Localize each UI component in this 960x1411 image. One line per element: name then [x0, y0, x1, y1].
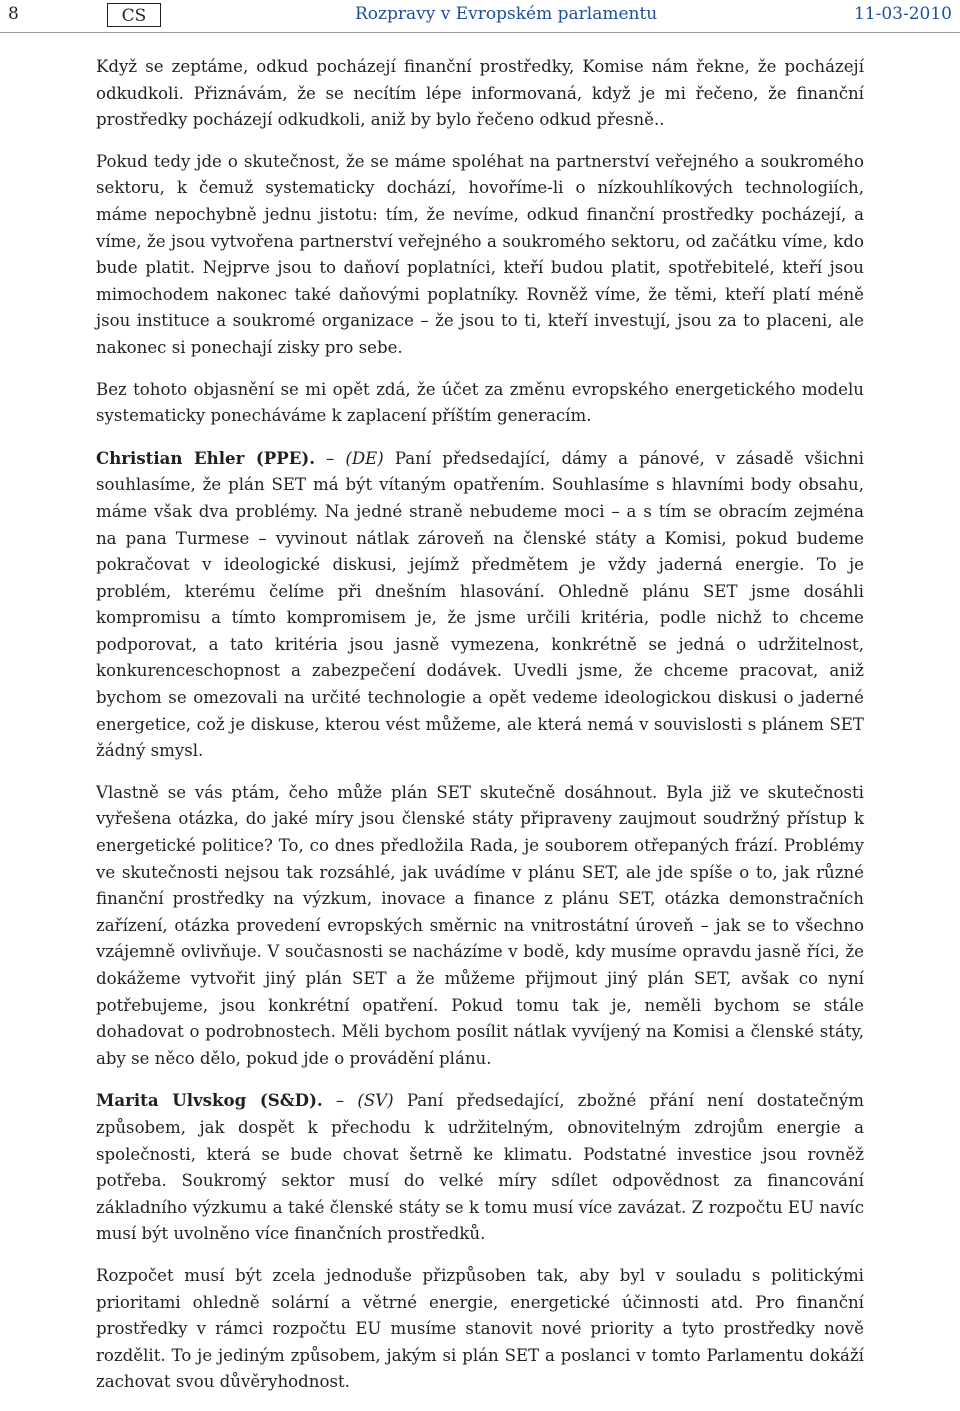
language-code-box: CS — [107, 3, 161, 27]
publication-title: Rozpravy v Evropském parlamentu — [355, 4, 658, 24]
paragraph: Pokud tedy jde o skutečnost, že se máme spoléhat na partnerství veřejného a soukromého sektoru, k čemuž systematicky dochází, hovoříme-li o nízkouhlíkových technologiích, máme nepochybně jednu jistotu: tím, že nevíme, odkud finanční prostředky pocházejí, a víme, že jsou vytvořena partnerství veřejného a soukromého sektoru, od začátku víme, kdo bude platit. Nejprve jsou to daňoví poplatníci, kteří budou platit, spotřebitelé, kteří jsou mimochodem nakonec také daňovými poplatníky. Rovněž víme, že těmi, kteří platí méně jsou instituce a soukromé organizace – že jsou to ti, kteří investují, jsou za to placeni, ale nakonec si ponechají zisky pro sebe. — [96, 151, 864, 357]
paragraph: Vlastně se vás ptám, čeho může plán SET skutečně dosáhnout. Byla již ve skutečnosti vyřešena otázka, do jaké míry jsou členské státy připraveny zaujmout soudržný přístup k energetické politice? To, co dnes předložila Rada, je souborem otřepaných frází. Problémy ve skutečnosti nejsou tak rozsáhlé, jak uvádíme v plánu SET, ale jde spíše o to, jak různé finanční prostředky na výzkum, inovace a finance z plánu SET, otázka demonstračních zařízení, otázka provedení evropských směrnic na vnitrostátní úroveň – jak se to všechno vzájemně ovlivňuje. V současnosti se nacházíme v bodě, kdy musíme opravdu jasně říci, že dokážeme vytvořit jiný plán SET a že můžeme přijmout jiný plán SET, avšak co nyní potřebujeme, jsou konkrétní opatření. Pokud tomu tak je, neměli bychom se stále dohadovat o podrobnostech. Měli bychom posílit nátlak vyvíjený na Komisi a členské státy, aby se něco dělo, pokud jde o provádění plánu. — [96, 782, 864, 1068]
speech-ulvskog — [96, 1087, 864, 1248]
speech-language: (DE) — [345, 448, 384, 468]
speaker-name: Christian Ehler (PPE). — [96, 447, 315, 468]
speech-dash: – — [314, 448, 346, 468]
paragraph: Bez tohoto objasnění se mi opět zdá, že účet za změnu evropského energetického modelu systematicky ponecháváme k zaplacení příštím generacím. — [96, 379, 864, 426]
paragraph: Když se zeptáme, odkud pocházejí finanční prostředky, Komise nám řekne, že pocházejí odkudkoli. Přiznávám, že se necítím lépe informovaná, když je mi řečeno, že finanční prostředky pocházejí odkudkoli, aniž by bylo řečeno odkud přesně.. — [96, 57, 864, 130]
speaker-name: Marita Ulvskog (S&D). — [96, 1090, 323, 1111]
document-body — [96, 54, 864, 1411]
page-header — [0, 0, 960, 33]
publication-date: 11-03-2010 — [853, 4, 952, 24]
speech-text: Paní předsedající, zbožné přání není dostatečným způsobem, jak dospět k přechodu k udržitelným, obnovitelným zdrojům energie a společnosti, která se bude chovat šetrně ke klimatu. Podstatné investice jsou rovněž potřeba. Soukromý sektor musí do velké míry sdílet odpovědnost za financování základního výzkumu a také členské státy se k tomu musí více zavázat. Z rozpočtu EU navíc musí být uvolněno více finančních prostředků. — [96, 1091, 864, 1244]
page-number: 8 — [8, 4, 19, 24]
paragraph: Rozpočet musí být zcela jednoduše přizpůsoben tak, aby byl v souladu s politickými prioritami ohledně solární a větrné energie, energetické účinnosti atd. Pro finanční prostředky v rámci rozpočtu EU musíme stanovit nové priority a tyto prostředky nově rozdělit. To je jediným způsobem, jakým si plán SET a poslanci v tomto Parlamentu dokáží zachovat svou důvěryhodnost. — [96, 1265, 864, 1392]
speech-text: Paní předsedající, dámy a pánové, v zásadě všichni souhlasíme, že plán SET má být vítaným opatřením. Souhlasíme s hlavními body obsahu, máme však dva problémy. Na jedné straně nebudeme moci – a s tím se obracím zejména na pana Turmese – vyvinout nátlak zároveň na členské státy a Komisi, pokud budeme pokračovat v ideologické diskusi, jejímž předmětem je vždy jaderná energie. To je problém, kterému čelíme při dnešním hlasování. Ohledně plánu SET jsme dosáhli kompromisu a tímto kompromisem je, že jsme určili kritéria, podle nichž to chceme podporovat, a tato kritéria jsou jasně vymezena, konkrétně se jedná o udržitelnost, konkurenceschopnost a zabezpečení dodávek. Uvedli jsme, že chceme pracovat, aniž bychom se omezovali na určité technologie a opět vedeme ideologickou diskusi o jaderné energetice, což je diskuse, kterou vést můžeme, ale která nemá v souvislosti s plánem SET žádný smysl. — [96, 448, 864, 761]
speech-dash: – — [322, 1091, 358, 1111]
speech-language: (SV) — [357, 1091, 394, 1111]
speech-ehler — [96, 445, 864, 765]
